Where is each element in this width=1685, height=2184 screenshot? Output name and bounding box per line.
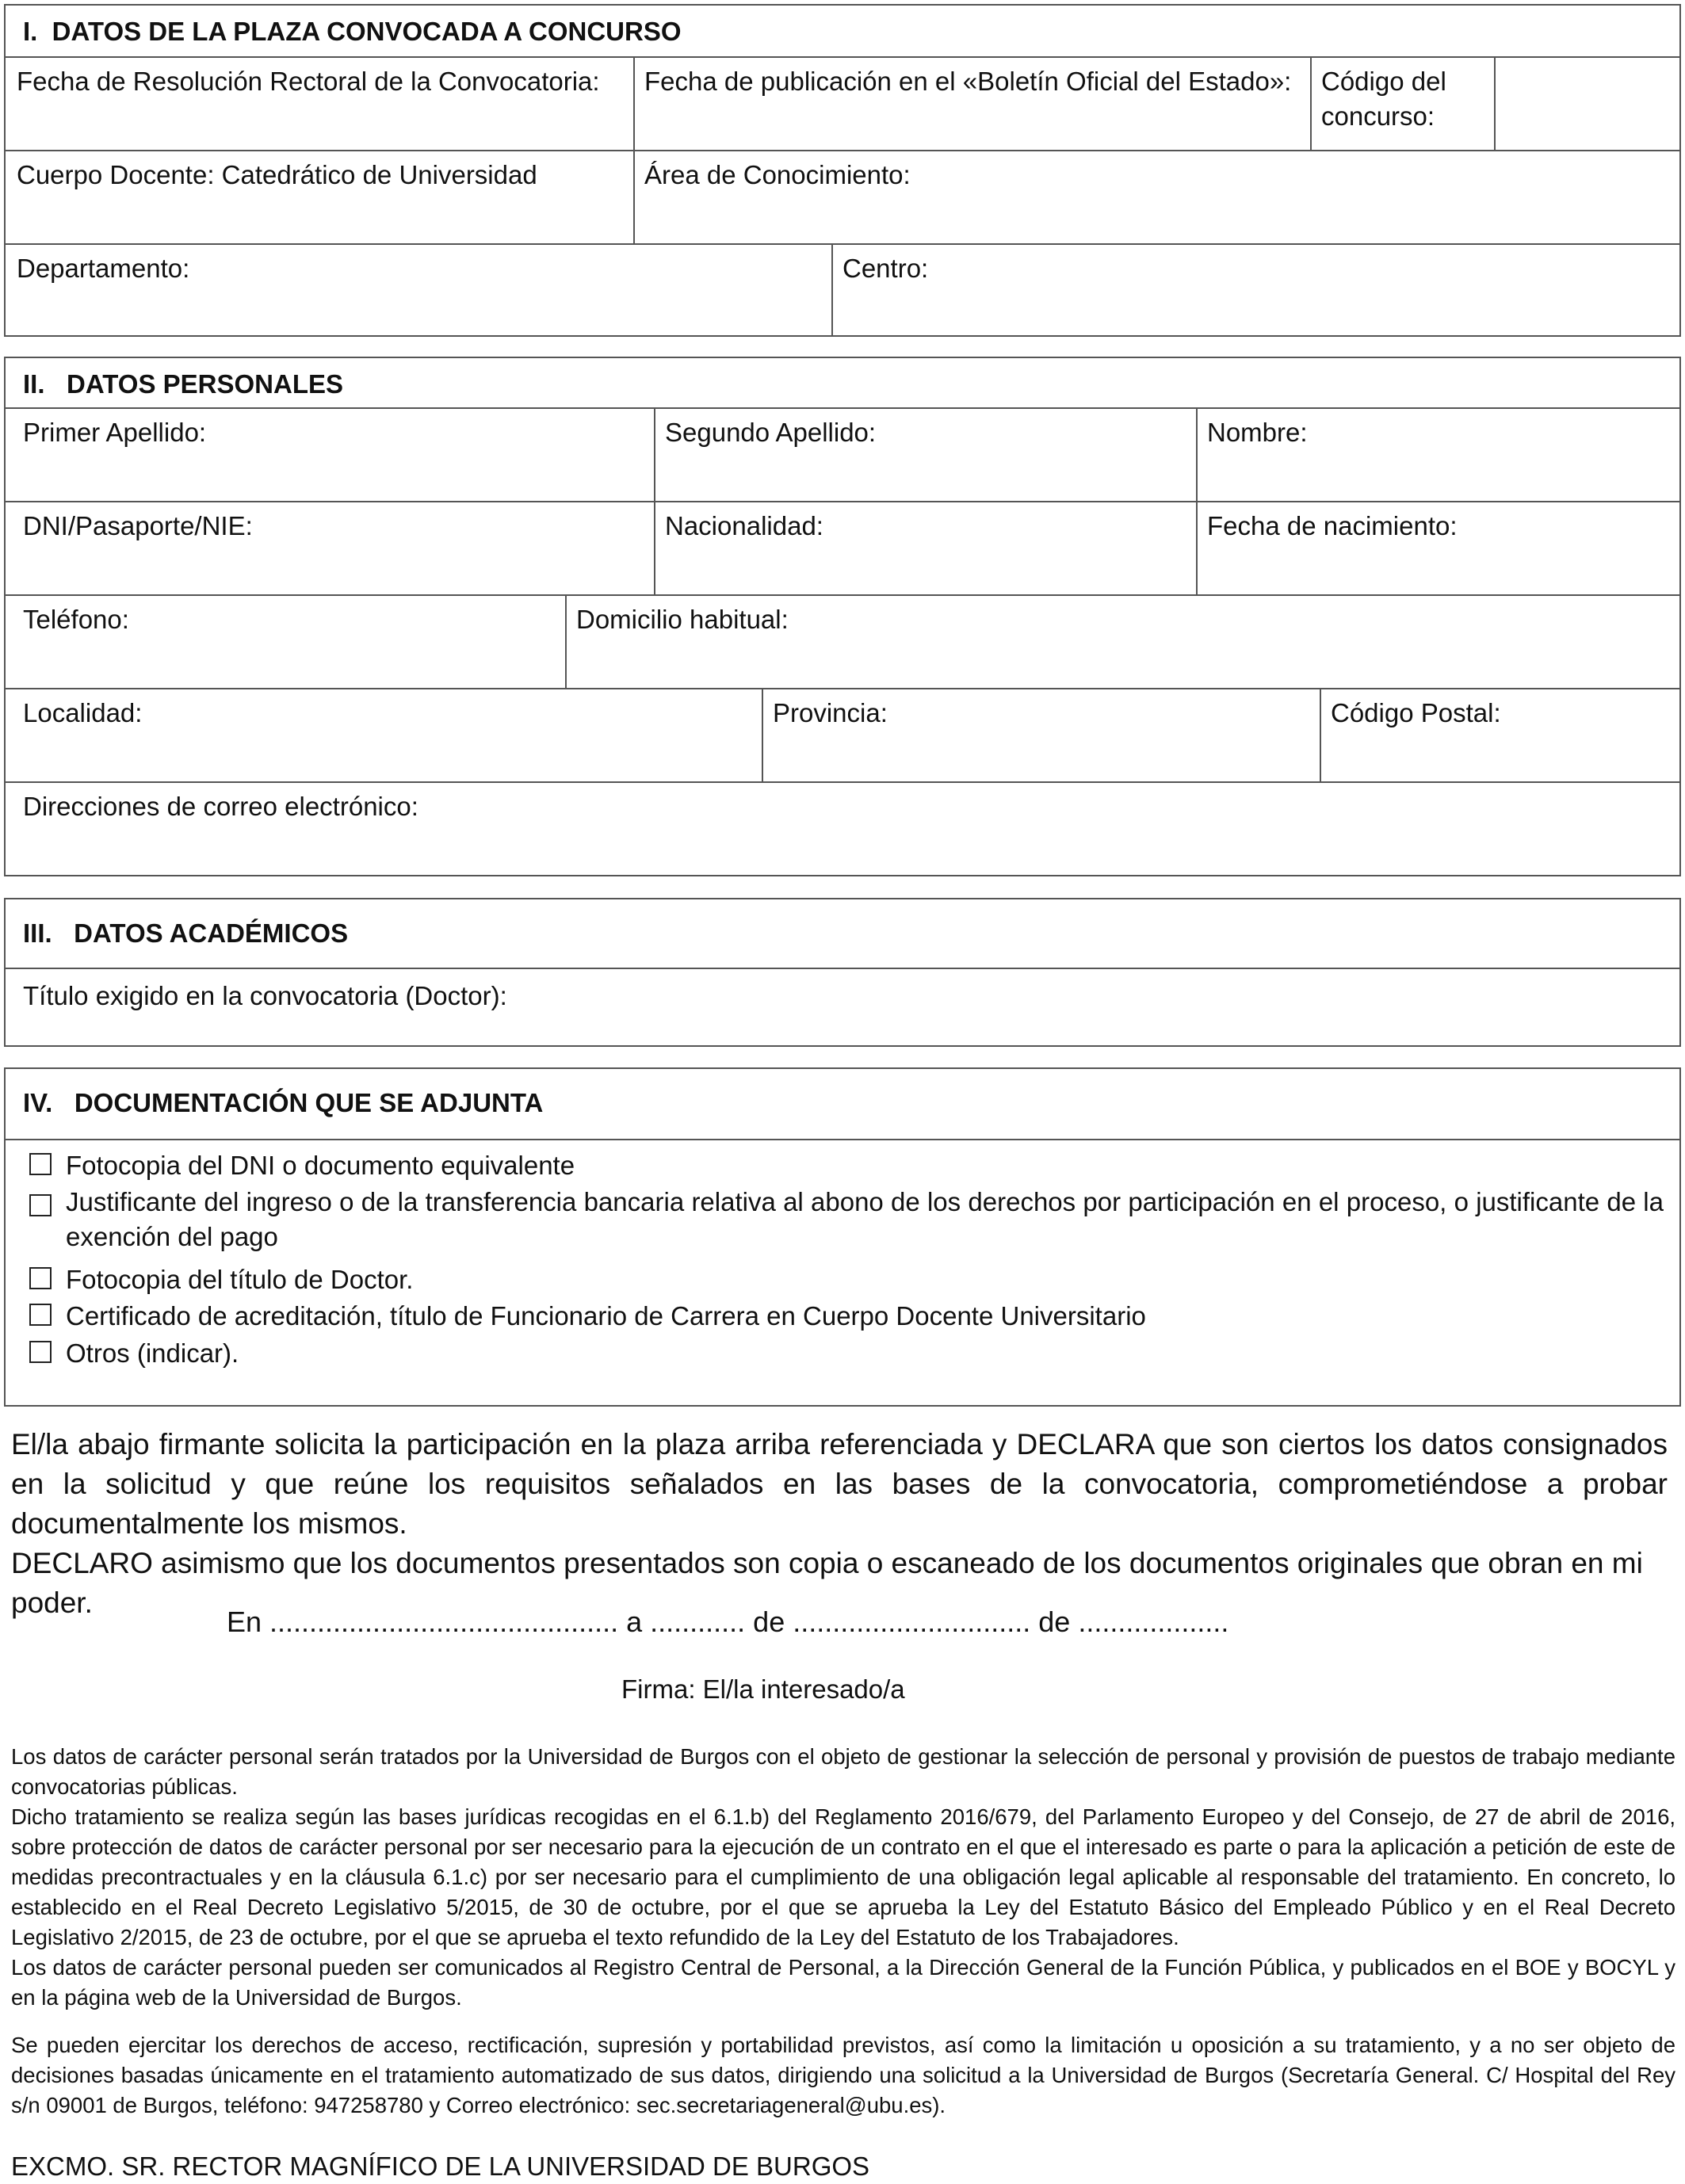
doc-item-otros[interactable] [29,1336,1664,1371]
nombre-field[interactable]: Nombre: [1207,418,1308,447]
codigo-concurso-field[interactable] [1496,56,1678,150]
doc-item-justificante[interactable] [29,1185,1664,1254]
codigo-postal-field[interactable]: Código Postal: [1331,698,1501,727]
section-datos-academicos-title: III. DATOS ACADÉMICOS [23,918,349,948]
titulo-exigido-field[interactable]: Título exigido en la convocatoria (Doctor): [23,981,507,1010]
localidad-field[interactable]: Localidad: [23,698,143,727]
segundo-apellido-field[interactable]: Segundo Apellido: [665,418,877,447]
checkbox[interactable] [29,1153,52,1175]
privacy-paragraph-4: Se pueden ejercitar los derechos de acceso, rectificación, supresión y portabilidad previstos, así como la limitación u oposición a su tratamiento, y a no ser objeto de decisiones basadas únicamente en el tratamiento automatizado de sus datos, dirigiendo una solicitud a la Universidad de Burgos (Secretaría General. C/ Hospital del Rey s/n 09001 de Burgos, teléfono: 947258780 y Correo electrónico: sec.secretariageneral@ubu.es). [11,2033,1675,2117]
departamento-field[interactable]: Departamento: [17,254,190,283]
doc-item-titulo-doctor[interactable] [29,1262,1664,1297]
primer-apellido-field[interactable]: Primer Apellido: [23,418,207,447]
codigo-concurso-label: Código del concurso: [1321,67,1446,131]
privacy-paragraph-3: Los datos de carácter personal pueden ser comunicados al Registro Central de Personal, a la Dirección General de la Función Pública, y publicados en el BOE y BOCYL y en la página web de la Universidad de Burgos. [11,1955,1675,2010]
doc-item-label: Fotocopia del título de Doctor. [66,1265,414,1294]
addressee: EXCMO. SR. RECTOR MAGNÍFICO DE LA UNIVERSIDAD DE BURGOS [11,2152,870,2181]
place-date-line[interactable]: En ............................................ a ............ de .............................. de ................... [227,1606,1229,1638]
correo-field[interactable]: Direcciones de correo electrónico: [23,792,418,821]
centro-field[interactable]: Centro: [842,254,929,283]
section-plaza-title: I. DATOS DE LA PLAZA CONVOCADA A CONCURSO [23,17,682,46]
doc-item-certificado[interactable] [29,1299,1664,1334]
section-documentacion [4,1067,1681,1407]
section-datos-personales [4,357,1681,876]
section-datos-personales-title: II. DATOS PERSONALES [23,369,344,399]
fecha-nacimiento-field[interactable]: Fecha de nacimiento: [1207,511,1458,540]
checkbox[interactable] [29,1267,52,1289]
section-documentacion-title: IV. DOCUMENTACIÓN QUE SE ADJUNTA [23,1088,544,1117]
privacy-paragraph-1: Los datos de carácter personal serán tratados por la Universidad de Burgos con el objeto de gestionar la selección de personal y provisión de puestos de trabajo mediante convocatorias públicas. [11,1744,1675,1799]
doc-item-label: Certificado de acreditación, título de Funcionario de Carrera en Cuerpo Docente Universitario [66,1301,1146,1331]
checkbox[interactable] [29,1304,52,1326]
signature-label: Firma: El/la interesado/a [621,1674,905,1704]
dni-field[interactable]: DNI/Pasaporte/NIE: [23,511,253,540]
declaration-documents: DECLARO asimismo que los documentos presentados son copia o escaneado de los documentos originales que obran en mi poder. [11,1547,1643,1619]
declaration-paragraph: El/la abajo firmante solicita la participación en la plaza arriba referenciada y DECLARA que son ciertos los datos consignados en la solicitud y que reúne los requisitos señalados en las bases de la convocatoria, comprometiéndose a probar documentalmente los mismos. [11,1428,1668,1540]
fecha-resolucion-field[interactable]: Fecha de Resolución Rectoral de la Convocatoria: [17,67,600,96]
telefono-field[interactable]: Teléfono: [23,605,129,634]
area-conocimiento-field[interactable]: Área de Conocimiento: [644,160,911,189]
nacionalidad-field[interactable]: Nacionalidad: [665,511,823,540]
checkbox[interactable] [29,1194,52,1216]
section-plaza [4,4,1681,337]
fecha-publicacion-field[interactable]: Fecha de publicación en el «Boletín Oficial del Estado»: [644,67,1292,96]
cuerpo-docente-field[interactable]: Cuerpo Docente: Catedrático de Universidad [17,160,537,189]
doc-item-label: Fotocopia del DNI o documento equivalente [66,1151,575,1180]
doc-item-label: Justificante del ingreso o de la transferencia bancaria relativa al abono de los derechos por participación en el proceso, o justificante de la exención del pago [66,1187,1664,1251]
section-datos-academicos [4,898,1681,1047]
doc-item-dni[interactable] [29,1148,1664,1183]
provincia-field[interactable]: Provincia: [773,698,888,727]
doc-item-label: Otros (indicar). [66,1338,239,1368]
checkbox[interactable] [29,1341,52,1363]
domicilio-field[interactable]: Domicilio habitual: [576,605,789,634]
privacy-paragraph-2: Dicho tratamiento se realiza según las bases jurídicas recogidas en el 6.1.b) del Reglamento 2016/679, del Parlamento Europeo y del Consejo, de 27 de abril de 2016, sobre protección de datos de carácter personal por ser necesario para la ejecución de un contrato en el que el interesado es parte o para la aplicación a petición de este de medidas precontractuales y en la cláusula 6.1.c) por ser necesario para el cumplimiento de una obligación legal aplicable al responsable del tratamiento. En concreto, lo establecido en el Real Decreto Legislativo 5/2015, de 30 de octubre, por el que se aprueba la Ley del Estatuto Básico del Empleado Público y en el Real Decreto Legislativo 2/2015, de 23 de octubre, por el que se aprueba el texto refundido de la Ley del Estatuto de los Trabajadores. [11,1804,1675,1949]
